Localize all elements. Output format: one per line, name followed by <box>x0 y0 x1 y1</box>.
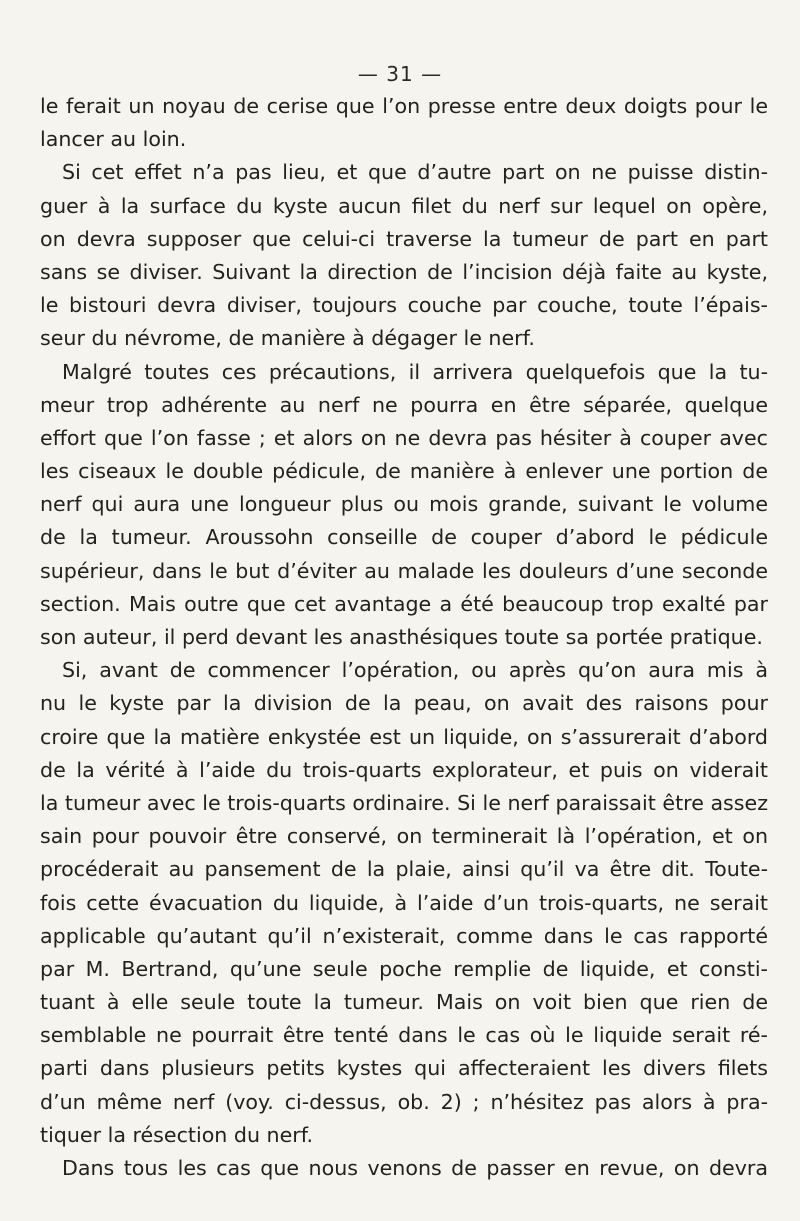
text-line: supérieur, dans le but d’éviter au malade les douleurs d’une seconde <box>40 558 768 583</box>
text-line: d’un même nerf (voy. ci-dessus, ob. 2) ; n’hésitez pas alors à pra- <box>40 1089 768 1114</box>
text-line: nerf qui aura une longueur plus ou mois grande, suivant le volume <box>40 492 768 517</box>
text-line: croire que la matière enkystée est un liquide, on s’assurerait d’abord <box>40 724 768 749</box>
text-line: de la vérité à l’aide du trois-quarts explorateur, et puis on viderait <box>40 757 768 782</box>
paragraph-start-line: Malgré toutes ces précautions, il arrivera quelquefois que la tu- <box>62 359 768 384</box>
text-line: applicable qu’autant qu’il n’existerait, comme dans le cas rapporté <box>40 923 768 948</box>
text-line: procéderait au pansement de la plaie, ainsi qu’il va être dit. Toute- <box>40 857 768 882</box>
text-line: tuant à elle seule toute la tumeur. Mais on voit bien que rien de <box>40 990 768 1015</box>
text-line: tiquer la résection du nerf. <box>40 1122 314 1147</box>
text-line: lancer au loin. <box>40 127 187 152</box>
text-line: seur du névrome, de manière à dégager le nerf. <box>40 326 535 351</box>
text-line: les ciseaux le double pédicule, de manière à enlever une portion de <box>40 459 768 484</box>
text-line: sans se diviser. Suivant la direction de l’incision déjà faite au kyste, <box>40 259 768 284</box>
page-number: — 31 — <box>357 62 443 86</box>
text-line: sain pour pouvoir être conservé, on terminerait là l’opération, et on <box>40 824 768 849</box>
body-text <box>40 90 768 1185</box>
text-line: son auteur, il perd devant les anasthésiques toute sa portée pratique. <box>40 625 763 649</box>
text-line: semblable ne pourrait être tenté dans le cas où le liquide serait ré- <box>40 1023 768 1048</box>
text-line: par M. Bertrand, qu’une seule poche remplie de liquide, et consti- <box>40 956 768 981</box>
text-line: le bistouri devra diviser, toujours couche par couche, toute l’épais- <box>40 293 768 318</box>
text-line: fois cette évacuation du liquide, à l’aide d’un trois-quarts, ne serait <box>40 890 768 915</box>
text-line: nu le kyste par la division de la peau, on avait des raisons pour <box>40 691 768 716</box>
text-line: guer à la surface du kyste aucun filet du nerf sur lequel on opère, <box>40 193 768 218</box>
text-line: effort que l’on fasse ; et alors on ne devra pas hésiter à couper avec <box>40 425 768 450</box>
text-line: meur trop adhérente au nerf ne pourra en être séparée, quelque <box>40 392 768 417</box>
text-line: la tumeur avec le trois-quarts ordinaire. Si le nerf paraissait être assez <box>40 790 768 815</box>
paragraph-start-line: Dans tous les cas que nous venons de passer en revue, on devra <box>62 1156 768 1180</box>
text-line: on devra supposer que celui-ci traverse la tumeur de part en part <box>40 226 768 251</box>
text-line: le ferait un noyau de cerise que l’on presse entre deux doigts pour le <box>40 94 768 118</box>
text-line: de la tumeur. Aroussohn conseille de couper d’abord le pédicule <box>40 525 768 550</box>
text-line: parti dans plusieurs petits kystes qui affecteraient les divers filets <box>40 1056 768 1081</box>
text-line: section. Mais outre que cet avantage a été beaucoup trop exalté par <box>40 591 768 616</box>
paragraph-start-line: Si, avant de commencer l’opération, ou après qu’on aura mis à <box>62 658 768 683</box>
paragraph-start-line: Si cet effet n’a pas lieu, et que d’autre part on ne puisse distin- <box>62 160 768 185</box>
